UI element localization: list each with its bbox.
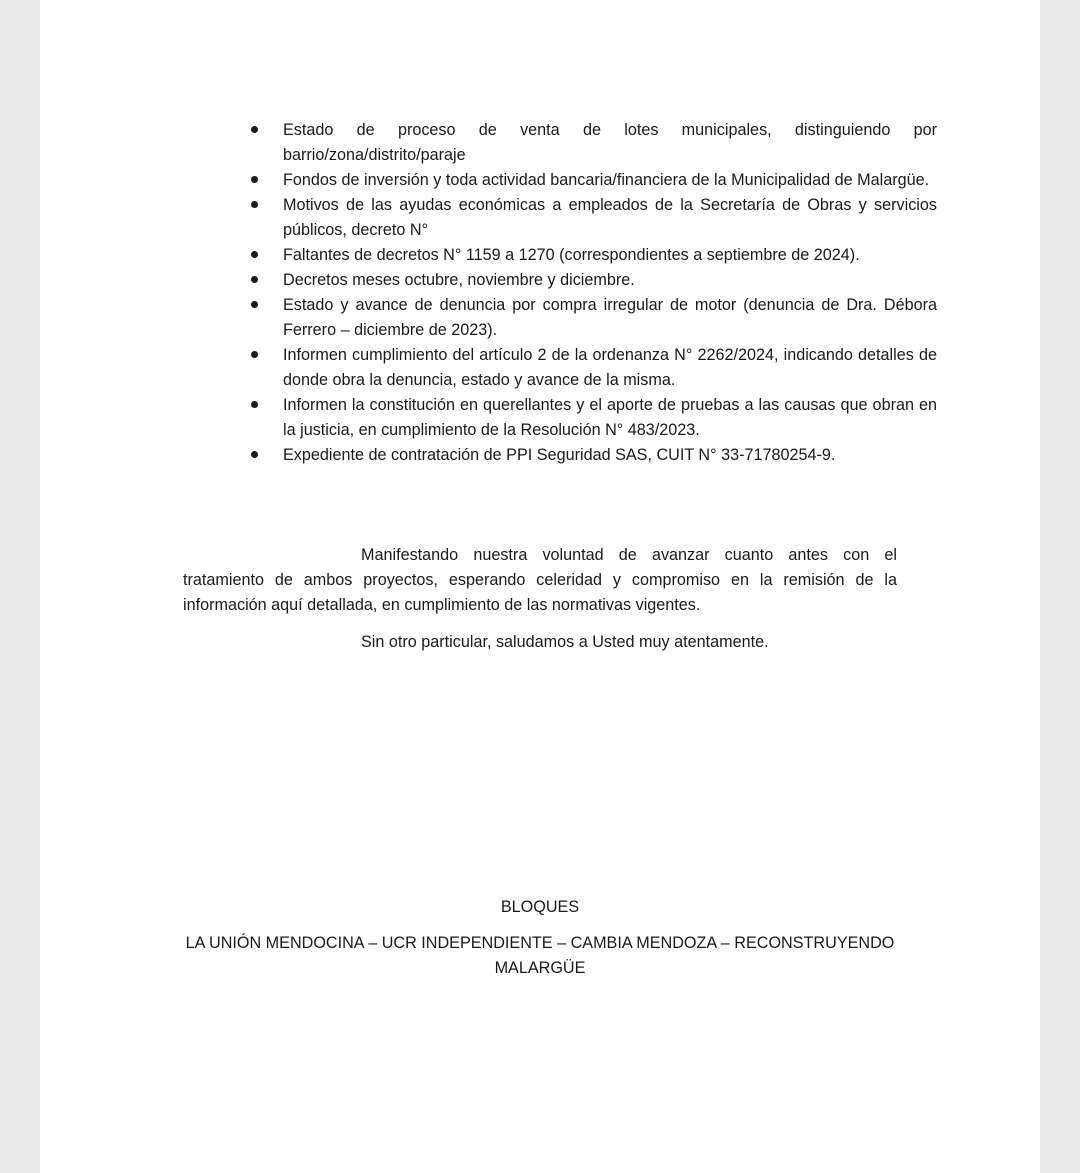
signature-title: BLOQUES <box>500 898 580 916</box>
list-item <box>243 118 937 168</box>
list-item <box>243 343 937 393</box>
bullet-icon <box>251 176 258 183</box>
closing-paragraph: Manifestando nuestra voluntad de avanzar cuanto antes con el tratamiento de ambos proyectos, esperando celeridad y compromiso en la remisión de la información aquí detallada, en cumplimiento de las normativas vigentes. <box>183 546 897 614</box>
bullet-icon <box>251 451 258 458</box>
bullet-icon <box>251 351 258 358</box>
farewell-line: Sin otro particular, saludamos a Usted muy atentamente. <box>361 633 769 651</box>
list-item-text: Expediente de contratación de PPI Seguridad SAS, CUIT N° 33-71780254-9. <box>283 446 836 464</box>
list-item <box>243 293 937 343</box>
list-item-text: Faltantes de decretos N° 1159 a 1270 (correspondientes a septiembre de 2024). <box>283 246 860 264</box>
list-item <box>243 193 937 243</box>
signature-blocks-line1: LA UNIÓN MENDOCINA – UCR INDEPENDIENTE – CAMBIA MENDOZA – RECONSTRUYENDO <box>185 934 895 952</box>
bullet-icon <box>251 276 258 283</box>
list-item <box>243 443 937 468</box>
list-item <box>243 168 937 193</box>
bullet-icon <box>251 126 258 133</box>
list-item-text: Informen la constitución en querellantes y el aporte de pruebas a las causas que obran en la justicia, en cumplimiento de la Resolución N° 483/2023. <box>283 396 937 439</box>
list-item <box>243 243 937 268</box>
list-item-text: Decretos meses octubre, noviembre y diciembre. <box>283 271 635 289</box>
bullet-icon <box>251 401 258 408</box>
bullet-icon <box>251 301 258 308</box>
request-list <box>243 118 937 468</box>
list-item-text: Estado y avance de denuncia por compra irregular de motor (denuncia de Dra. Débora Ferrero – diciembre de 2023). <box>283 296 937 339</box>
list-item <box>243 268 937 293</box>
list-item <box>243 393 937 443</box>
bullet-icon <box>251 201 258 208</box>
bullet-icon <box>251 251 258 258</box>
list-item-text: Informen cumplimiento del artículo 2 de la ordenanza N° 2262/2024, indicando detalles de donde obra la denuncia, estado y avance de la misma. <box>283 346 937 389</box>
signature-blocks-line2: MALARGÜE <box>494 959 586 977</box>
list-item-text: Motivos de las ayudas económicas a empleados de la Secretaría de Obras y servicios públicos, decreto N° <box>283 196 937 239</box>
list-item-text: Fondos de inversión y toda actividad bancaria/financiera de la Municipalidad de Malargüe. <box>283 171 930 189</box>
signature-blocks <box>183 931 897 981</box>
list-item-text: Estado de proceso de venta de lotes municipales, distinguiendo por barrio/zona/distrito/paraje <box>283 121 937 164</box>
